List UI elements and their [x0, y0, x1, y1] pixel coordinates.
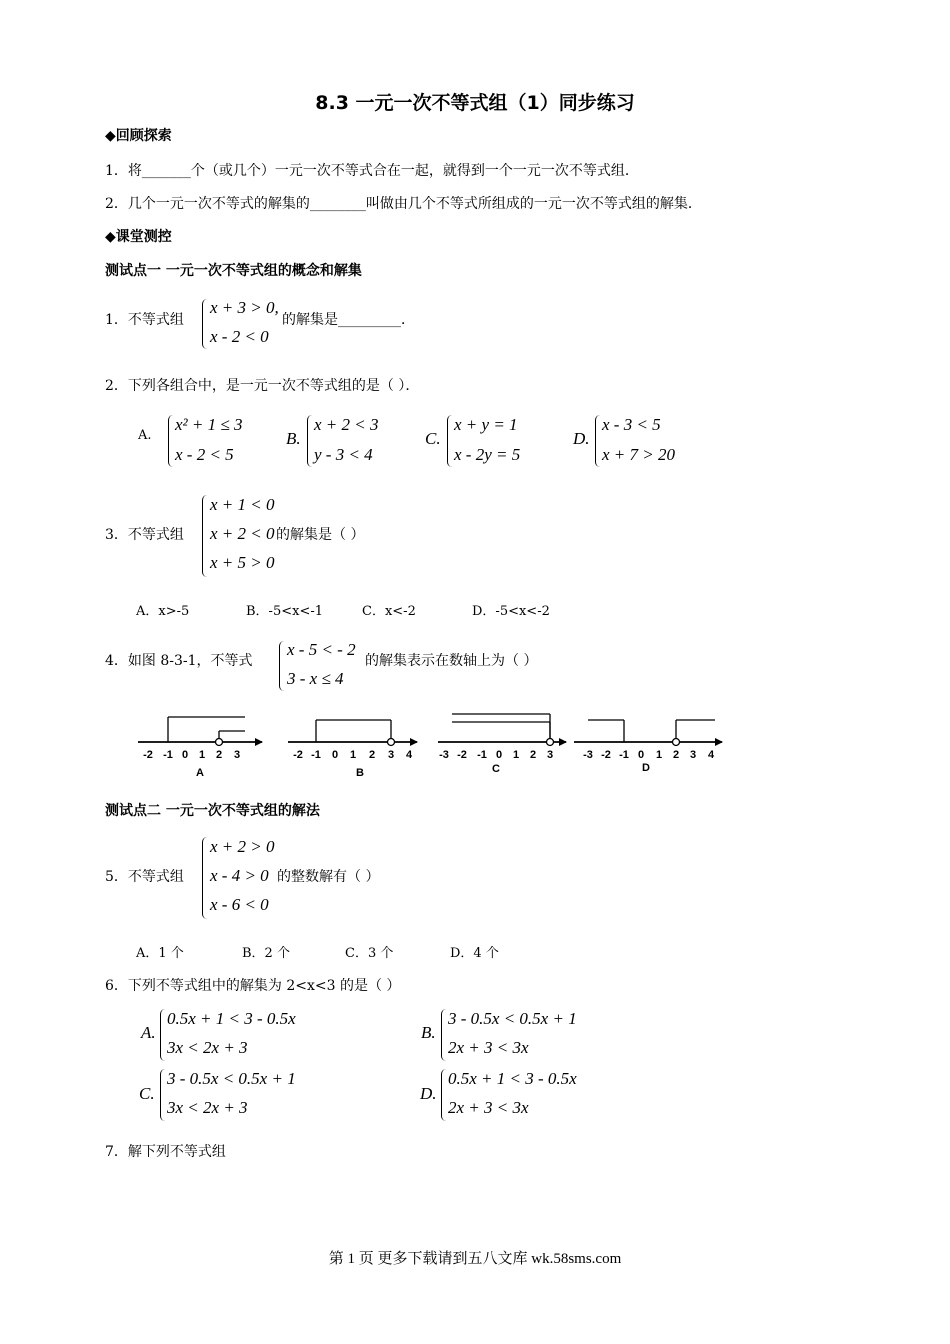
q3-stem: 3．不等式组	[105, 527, 184, 543]
q6-option-a-brace	[160, 1009, 167, 1061]
q5-tail: 的整数解有（ ）	[277, 869, 380, 885]
figure-label: C	[492, 763, 500, 775]
question-7: 7．解下列不等式组	[105, 1144, 226, 1160]
tick-label: -1	[163, 749, 173, 761]
q5-option-b: B．2 个	[242, 946, 290, 961]
q3-ineq-2: x + 2 < 0	[210, 524, 275, 543]
q2-option-c-line2: x - 2y = 5	[454, 445, 521, 464]
q6-option-c-brace	[160, 1069, 167, 1121]
tick-label: -2	[601, 749, 611, 761]
q2-stem: 2．下列各组合中，是一元一次不等式组的是（ ）．	[105, 378, 420, 394]
q4-tail: 的解集表示在数轴上为（ ）	[365, 653, 538, 669]
q6-option-c-label: C.	[139, 1084, 155, 1103]
tick-label: 3	[233, 749, 241, 761]
q6-option-d-label: D.	[420, 1084, 437, 1103]
number-line-c	[438, 714, 566, 775]
q2-option-d-line2: x + 7 > 20	[602, 445, 675, 464]
tick-label: 1	[512, 749, 520, 761]
q1-brace	[202, 299, 209, 349]
q2-option-d-brace	[595, 415, 602, 467]
tick-label: 1	[655, 749, 663, 761]
section-heading-review: ◆回顾探索	[105, 128, 172, 144]
tick-label: -1	[477, 749, 487, 761]
q5-option-d: D．4 个	[450, 946, 499, 961]
tick-label: -2	[457, 749, 467, 761]
q2-option-a-line1: x² + 1 ≤ 3	[175, 415, 243, 434]
q6-option-a-line1: 0.5x + 1 < 3 - 0.5x	[167, 1009, 296, 1028]
q4-ineq-2: 3 - x ≤ 4	[287, 669, 344, 688]
open-endpoint	[388, 739, 395, 746]
q6-option-b-label: B.	[421, 1023, 436, 1042]
q5-ineq-1: x + 2 > 0	[210, 837, 275, 856]
q2-option-d-line1: x - 3 < 5	[602, 415, 661, 434]
tick-label: 1	[198, 749, 206, 761]
q6-option-d-line1: 0.5x + 1 < 3 - 0.5x	[448, 1069, 577, 1088]
q5-option-a: A．1 个	[136, 946, 184, 961]
tick-label: 1	[349, 749, 357, 761]
number-line-a	[138, 717, 262, 779]
q5-option-c: C．3 个	[345, 946, 394, 961]
q6-option-a-line2: 3x < 2x + 3	[167, 1038, 248, 1057]
q1-ineq-1: x + 3 > 0,	[210, 298, 279, 317]
figure-label: D	[642, 762, 650, 774]
tick-label: 0	[181, 749, 189, 761]
figure-label: B	[356, 767, 364, 779]
q1-ineq-2: x - 2 < 0	[210, 327, 269, 346]
q1-stem: 1．不等式组	[105, 312, 184, 328]
tick-label: 3	[546, 749, 554, 761]
tick-label: -1	[311, 749, 321, 761]
tick-label: 0	[637, 749, 645, 761]
q3-ineq-3: x + 5 > 0	[210, 553, 275, 572]
tick-label: 3	[689, 749, 697, 761]
tick-label: 2	[368, 749, 376, 761]
q3-tail: 的解集是（ ）	[276, 527, 365, 543]
q5-stem: 5．不等式组	[105, 869, 184, 885]
tick-label: 4	[707, 749, 715, 761]
q2-option-a-line2: x - 2 < 5	[175, 445, 234, 464]
tick-label: -3	[583, 749, 593, 761]
q4-brace	[279, 641, 286, 691]
page-title: 8.3 一元一次不等式组（1）同步练习	[315, 92, 635, 114]
number-line-b	[288, 720, 417, 779]
tick-label: -2	[143, 749, 153, 761]
q6-option-c-line1: 3 - 0.5x < 0.5x + 1	[167, 1069, 296, 1088]
q3-option-c: C．x<-2	[362, 604, 416, 619]
test-point-2-heading: 测试点二 一元一次不等式组的解法	[105, 803, 320, 819]
figure-label: A	[196, 767, 204, 779]
tick-label: 4	[405, 749, 413, 761]
q6-option-b-brace	[441, 1009, 448, 1061]
q5-ineq-3: x - 6 < 0	[210, 895, 269, 914]
open-endpoint	[547, 739, 554, 746]
q1-tail: 的解集是_________．	[282, 312, 415, 328]
q2-option-d-label: D.	[573, 429, 590, 448]
tick-label: 0	[331, 749, 339, 761]
q6-option-b-line1: 3 - 0.5x < 0.5x + 1	[448, 1009, 577, 1028]
number-line-figure	[130, 705, 730, 785]
review-item-1: 1．将_______个（或几个）一元一次不等式合在一起，就得到一个一元一次不等式组．	[105, 163, 639, 179]
q5-ineq-2: x - 4 > 0	[210, 866, 269, 885]
q2-option-b-line2: y - 3 < 4	[314, 445, 373, 464]
q4-stem: 4．如图 8-3-1，不等式	[105, 653, 253, 669]
q2-option-c-brace	[447, 415, 454, 467]
q6-option-d-brace	[441, 1069, 448, 1121]
open-endpoint	[216, 739, 223, 746]
q6-option-c-line2: 3x < 2x + 3	[167, 1098, 248, 1117]
q3-option-b: B．-5<x<-1	[246, 604, 323, 619]
q3-option-d: D．-5<x<-2	[472, 604, 550, 619]
tick-label: -3	[439, 749, 449, 761]
q2-option-b-brace	[307, 415, 314, 467]
q6-stem: 6．下列不等式组中的解集为 2<x<3 的是（ ）	[105, 978, 401, 994]
tick-label: 0	[495, 749, 503, 761]
q2-option-b-line1: x + 2 < 3	[314, 415, 379, 434]
q2-option-c-line1: x + y = 1	[454, 415, 518, 434]
q4-ineq-1: x - 5 < - 2	[287, 640, 356, 659]
tick-label: 2	[672, 749, 680, 761]
page-footer: 第 1 页 更多下载请到五八文库 wk.58sms.com	[328, 1251, 622, 1267]
section-heading-class: ◆课堂测控	[105, 229, 172, 245]
q2-option-c-label: C.	[425, 429, 441, 448]
q2-option-a-label: A.	[138, 428, 152, 443]
q3-option-a: A．x>-5	[136, 604, 190, 619]
q6-option-a-label: A.	[141, 1023, 156, 1042]
tick-label: 2	[215, 749, 223, 761]
review-item-2: 2．几个一元一次不等式的解集的________叫做由几个不等式所组成的一元一次不等式组的解集．	[105, 196, 702, 212]
q3-brace	[202, 495, 209, 577]
number-line-d	[574, 720, 722, 774]
q6-option-d-line2: 2x + 3 < 3x	[448, 1098, 529, 1117]
tick-label: -2	[293, 749, 303, 761]
q2-option-a-brace	[168, 415, 175, 467]
q5-brace	[202, 837, 209, 919]
test-point-1-heading: 测试点一 一元一次不等式组的概念和解集	[105, 263, 362, 279]
open-endpoint	[673, 739, 680, 746]
q2-option-b-label: B.	[286, 429, 301, 448]
tick-label: -1	[619, 749, 629, 761]
tick-label: 2	[529, 749, 537, 761]
tick-label: 3	[387, 749, 395, 761]
q3-ineq-1: x + 1 < 0	[210, 495, 275, 514]
q6-option-b-line2: 2x + 3 < 3x	[448, 1038, 529, 1057]
